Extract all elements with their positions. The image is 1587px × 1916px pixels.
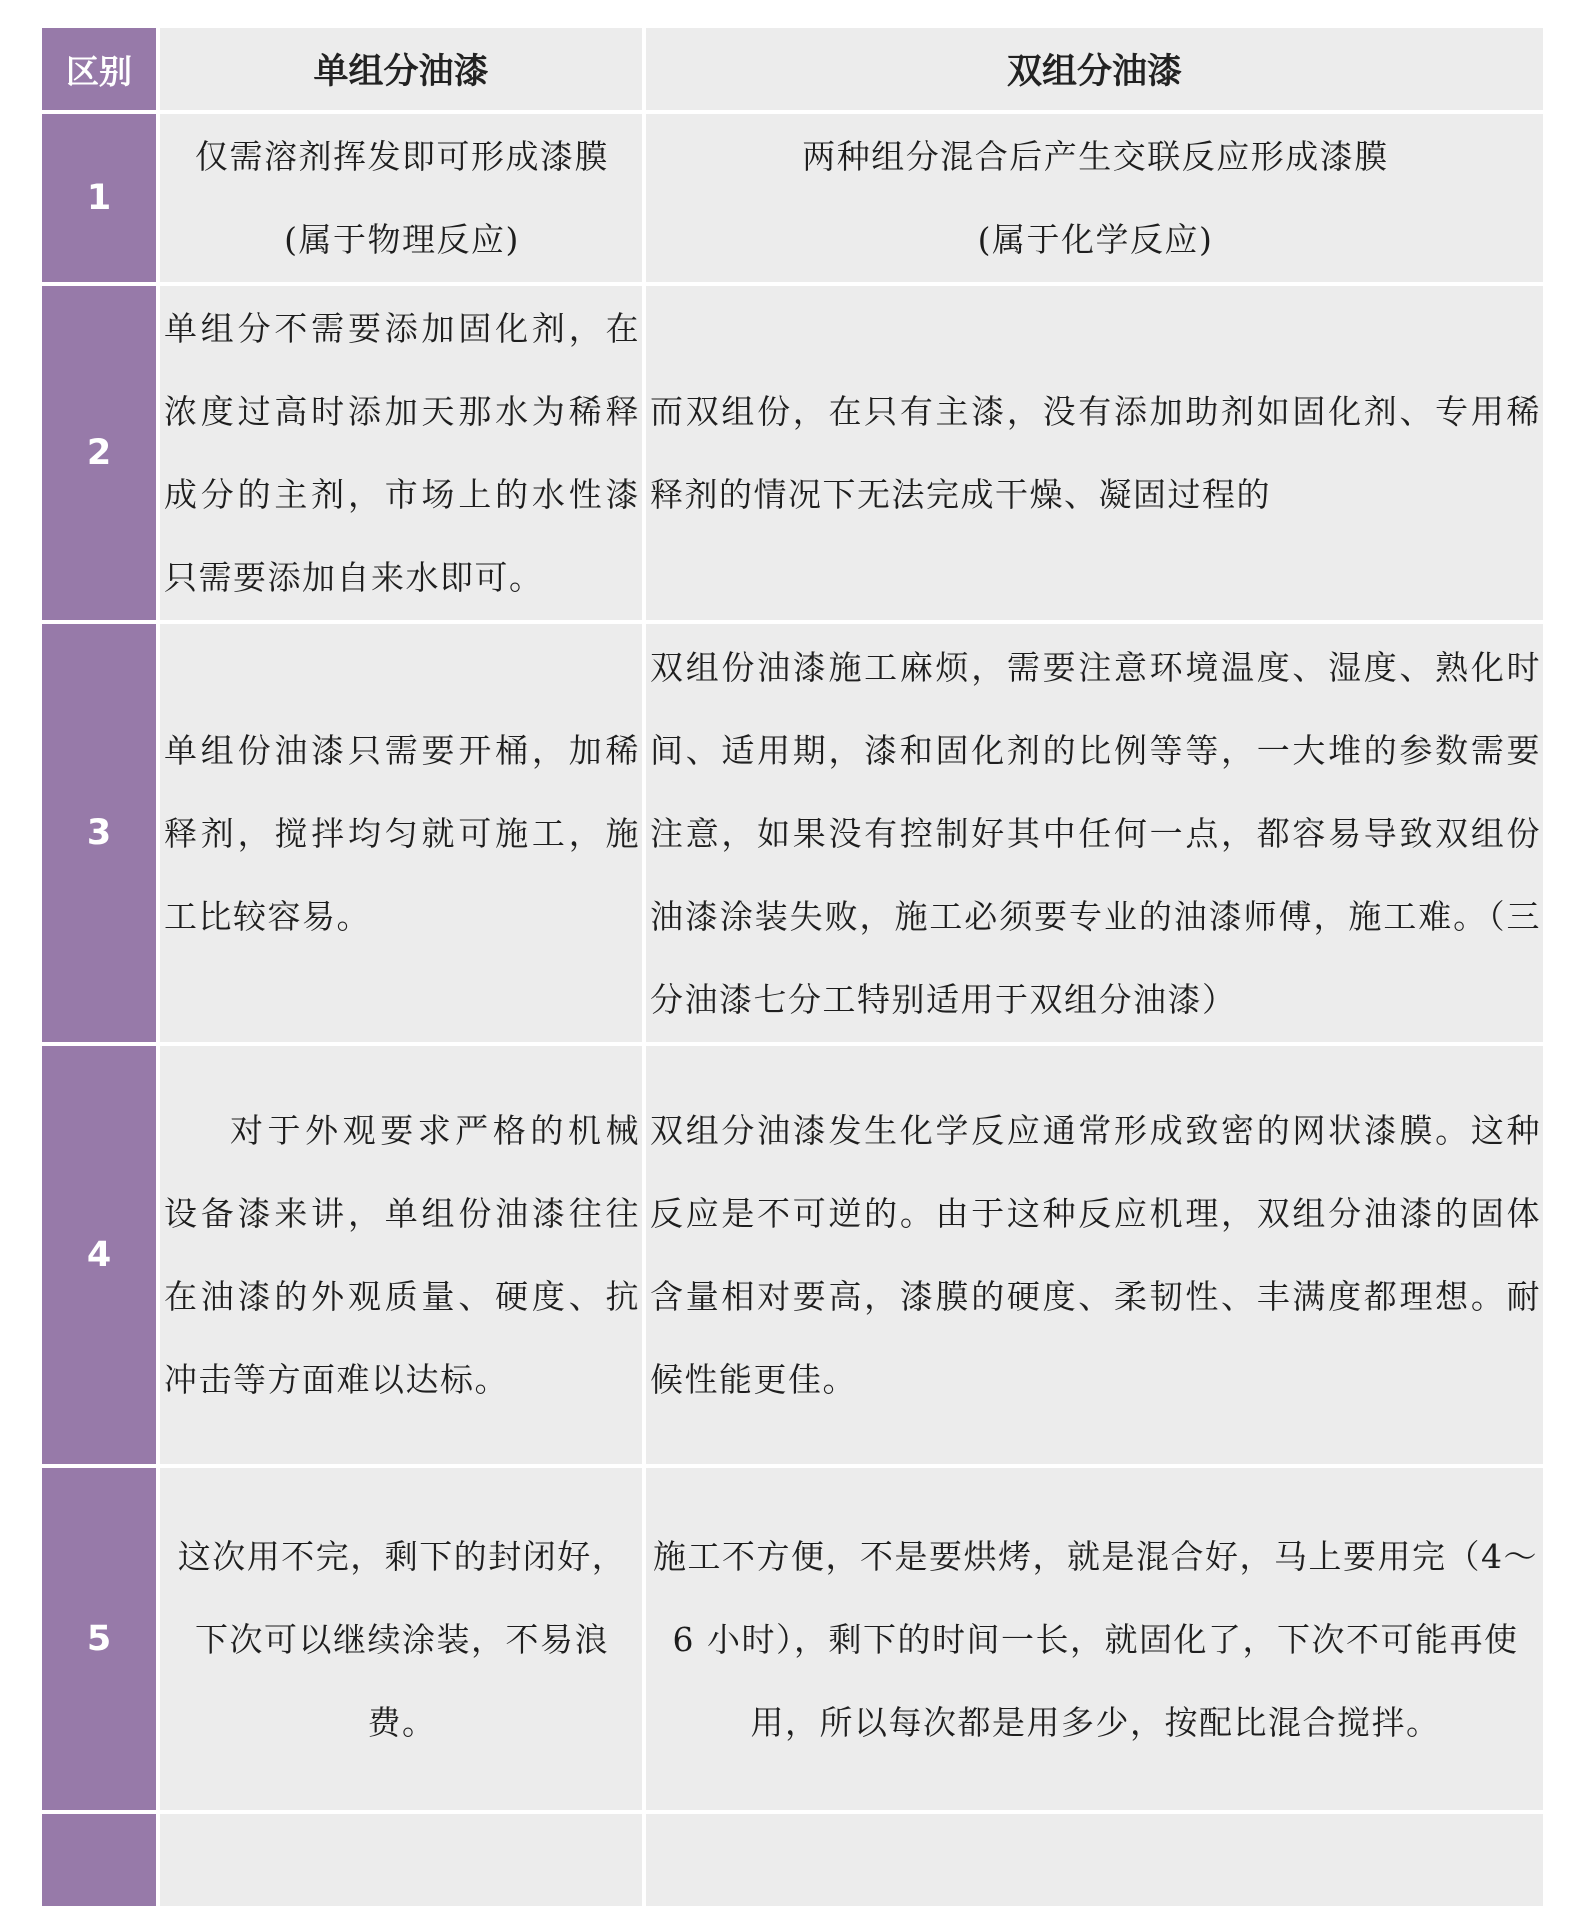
single-component-text: 仅需溶剂挥发即可形成漆膜 (属于物理反应) [195,137,609,259]
row-index: 1 [42,114,160,286]
single-component-cell [160,1046,646,1468]
single-component-cell [160,286,646,624]
header-single-component: 单组分油漆 [160,28,646,114]
single-component-cell [160,1814,646,1910]
table-row [42,114,1547,286]
dual-component-cell [646,1814,1547,1910]
table-row [42,624,1547,1046]
row-index [42,1814,160,1910]
dual-component-text: 施工不方便，不是要烘烤，就是混合好，马上要用完（4～6 小时），剩下的时间一长，就固化了，下次不可能再使用，所以每次都是用多少，按配比混合搅拌。 [653,1536,1538,1742]
table-row [42,286,1547,624]
header-dual-component: 双组分油漆 [646,28,1547,114]
single-component-cell [160,1468,646,1814]
dual-component-text: 两种组分混合后产生交联反应形成漆膜 (属于化学反应) [802,137,1389,259]
single-component-cell [160,624,646,1046]
row-index: 4 [42,1046,160,1468]
table-row [42,1046,1547,1468]
dual-component-cell [646,114,1547,286]
table-row [42,1814,1547,1910]
dual-component-cell [646,624,1547,1046]
dual-component-text: 双组份油漆施工麻烦，需要注意环境温度、湿度、熟化时间、适用期，漆和固化剂的比例等等，一大堆的参数需要注意，如果没有控制好其中任何一点，都容易导致双组份油漆涂装失败，施工必须要专业的油漆师傅，施工难。（三分油漆七分工特别适用于双组分油漆） [650,647,1541,1019]
dual-component-cell [646,1468,1547,1814]
dual-component-cell [646,1046,1547,1468]
single-component-cell [160,114,646,286]
single-component-text: 这次用不完，剩下的封闭好，下次可以继续涂装，不易浪费。 [177,1536,627,1742]
single-component-text: 对于外观要求严格的机械设备漆来讲，单组份油漆往往在油漆的外观质量、硬度、抗冲击等方面难以达标。 [164,1111,640,1399]
header-row [42,28,1547,114]
dual-component-text: 而双组份，在只有主漆，没有添加助剂如固化剂、专用稀释剂的情况下无法完成干燥、凝固过程的 [650,392,1541,514]
comparison-table [42,28,1547,1910]
header-index-cell: 区别 [42,28,160,114]
row-index: 3 [42,624,160,1046]
single-component-text: 单组份油漆只需要开桶，加稀释剂，搅拌均匀就可施工，施工比较容易。 [164,730,640,936]
row-index: 5 [42,1468,160,1814]
single-component-text: 单组分不需要添加固化剂，在浓度过高时添加天那水为稀释成分的主剂，市场上的水性漆只需要添加自来水即可。 [164,309,640,597]
dual-component-text: 双组分油漆发生化学反应通常形成致密的网状漆膜。这种反应是不可逆的。由于这种反应机理，双组分油漆的固体含量相对要高，漆膜的硬度、柔韧性、丰满度都理想。耐候性能更佳。 [650,1111,1541,1399]
dual-component-cell [646,286,1547,624]
table-row [42,1468,1547,1814]
row-index: 2 [42,286,160,624]
